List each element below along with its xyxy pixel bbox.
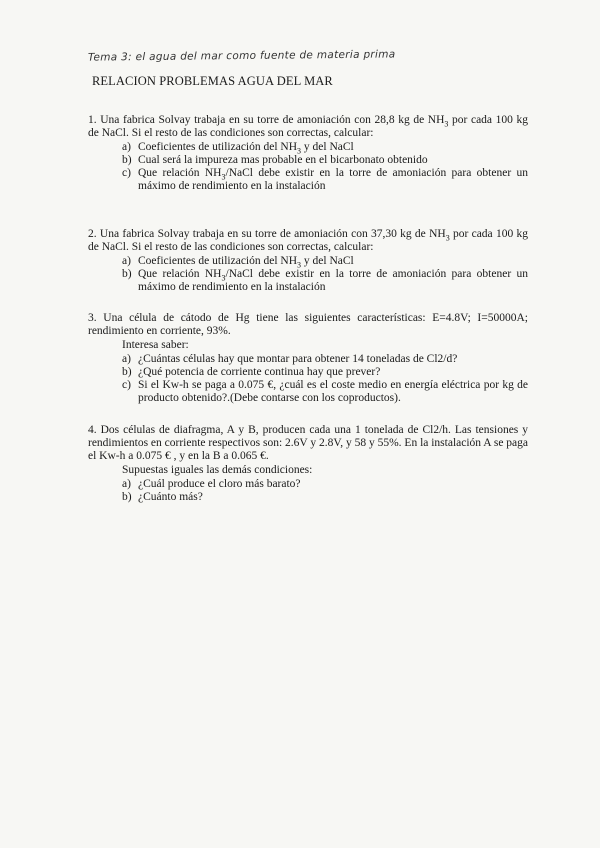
problem-2 [88,228,528,294]
problem-4-item-a: a) ¿Cuál produce el cloro más barato? [122,478,301,490]
problem-1 [88,114,528,193]
problem-3-item-c: c) Si el Kw-h se paga a 0.075 €, ¿cuál es el coste medio en energía eléctrica por kg de producto obtenido?.(Debe contarse con los coproductos). [122,379,528,404]
problem-3-intro: Interesa saber: [122,339,189,351]
page-title: RELACION PROBLEMAS AGUA DEL MAR [92,74,333,88]
problem-2-statement: 2. Una fabrica Solvay trabaja en su torre de amoniación con 37,30 kg de $NH_3$ por cada 100 kg de NaCl. Si el resto de las condiciones son correctas, calcular: [88,228,528,253]
problem-4 [88,424,528,504]
problem-3-statement: 3. Una célula de cátodo de Hg tiene las siguientes características: E=4.8V; I=50000A; rendimiento en corriente, 93%. [88,312,528,337]
problem-3-items [88,353,528,405]
problem-4-statement: 4. Dos células de diafragma, A y B, producen cada una 1 tonelada de Cl2/h. Las tensiones y rendimientos en corriente respectivos son: 2.6V y 2.8V, y 58 y 55%. En la instalación A se paga el Kw-h a 0.075 € , y en la B a 0.065 €. [88,424,529,462]
problem-1-items [88,141,528,193]
handwritten-note: Tema 3: el agua del mar como fuente de materia prima [87,48,396,64]
problem-1-item-a: a) Coeficientes de utilización del $NH_3$ y del NaCl [122,141,354,156]
problem-2-items [88,255,528,294]
problem-4-intro: Supuestas iguales las demás condiciones: [122,464,313,476]
problem-3-item-b: b) ¿Qué potencia de corriente continua hay que prever? [122,366,381,378]
problem-2-item-a: a) Coeficientes de utilización del $NH_3$ y del NaCl [122,255,354,270]
problem-1-item-b: b) Cual será la impureza mas probable en el bicarbonato obtenido [122,154,428,166]
problem-4-item-b: b) ¿Cuánto más? [122,491,203,503]
problem-4-items [88,478,528,504]
problem-1-item-c: c) Que relación $NH_3$/NaCl debe existir en la torre de amoniación para obtener un máximo de rendimiento en la instalación [122,167,528,192]
problem-3 [88,312,528,405]
problem-1-statement: 1. Una fabrica Solvay trabaja en su torre de amoniación con 28,8 kg de $NH_3$ por cada 100 kg de NaCl. Si el resto de las condiciones son correctas, calcular: [88,114,528,139]
problem-2-item-b: b) Que relación $NH_3$/NaCl debe existir en la torre de amoniación para obtener un máximo de rendimiento en la instalación [122,268,528,293]
problem-3-item-a: a) ¿Cuántas células hay que montar para obtener 14 toneladas de Cl2/d? [122,353,458,365]
